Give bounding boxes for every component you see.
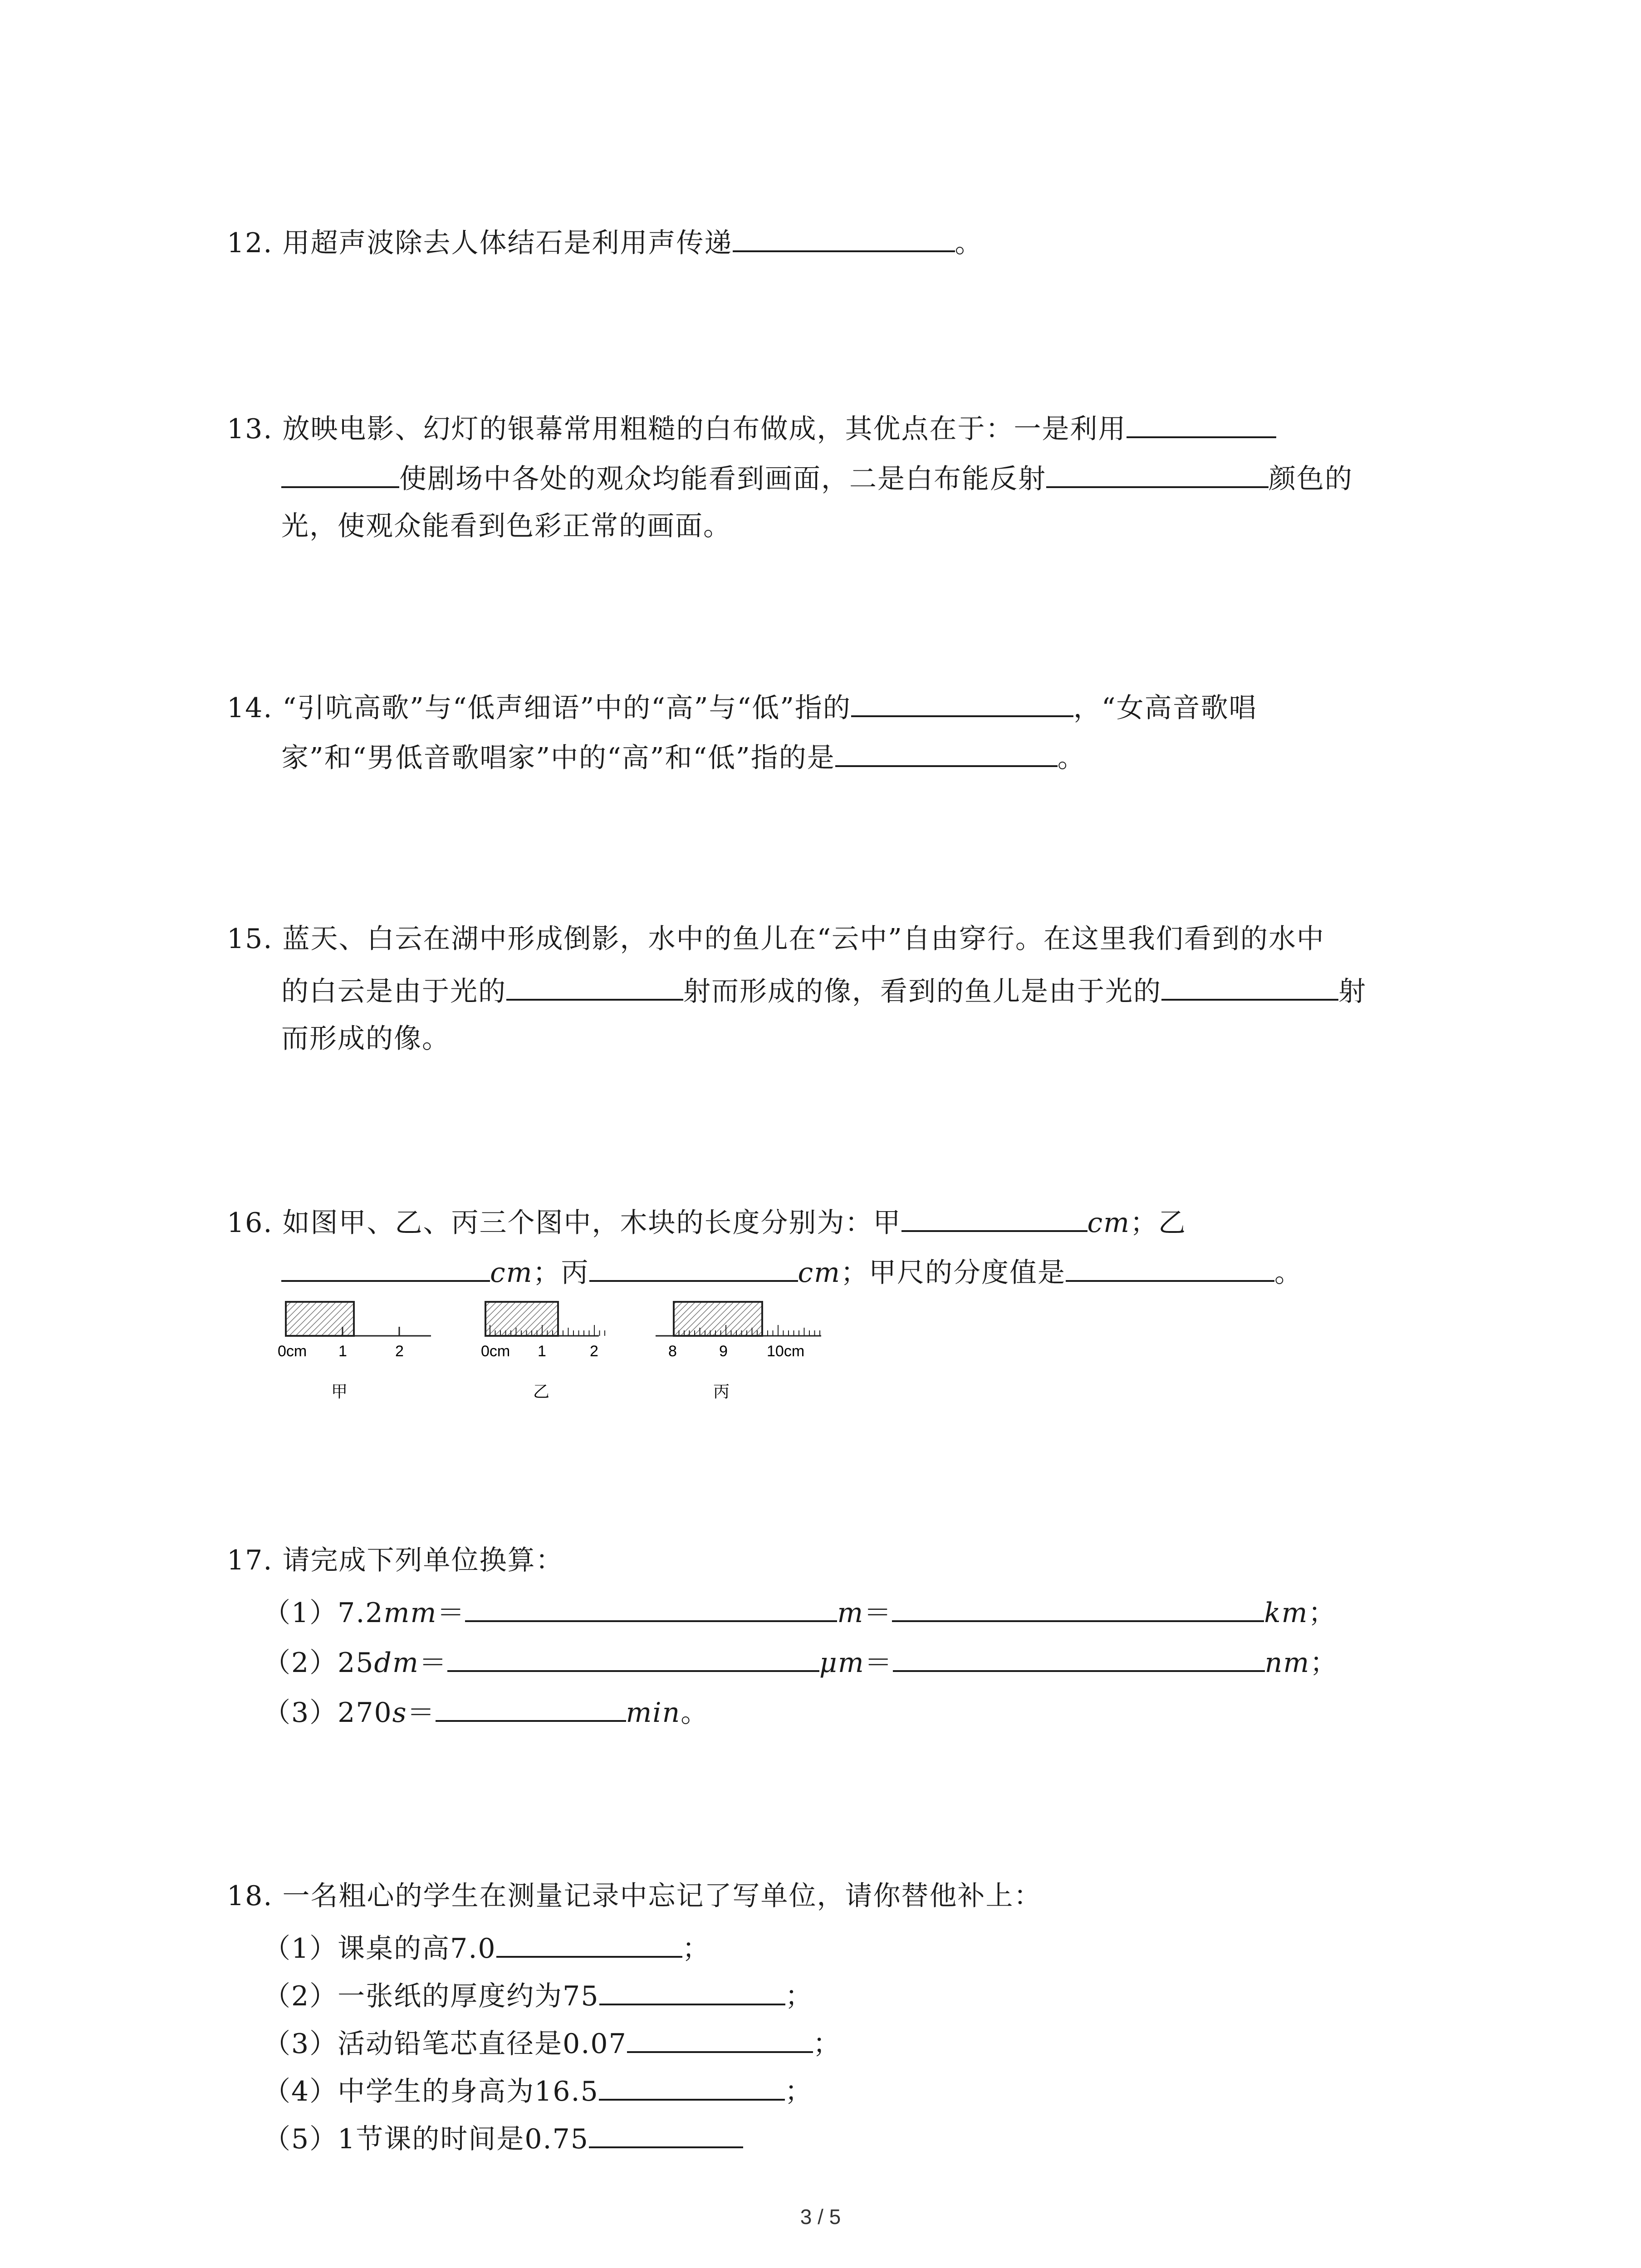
ruler-jia: [278, 1302, 431, 1401]
wood-block: [674, 1302, 762, 1336]
page-number: 3 / 5: [800, 2205, 841, 2229]
tick-label: 9: [719, 1343, 728, 1360]
ruler-bing: [656, 1302, 821, 1401]
question-13-line-3: 光，使观众能看到色彩正常的画面。: [281, 510, 731, 542]
question-18-line-3: （2）一张纸的厚度约为75 ；: [263, 1975, 813, 2014]
wood-block: [286, 1302, 354, 1336]
answer-blank[interactable]: [901, 1202, 1087, 1232]
answer-blank[interactable]: [1127, 408, 1276, 438]
answer-blank[interactable]: [835, 737, 1058, 767]
question-15-line-2: 的白云是由于光的 射而形成的像，看到的鱼儿是由于光的 射: [281, 971, 1367, 1010]
answer-blank[interactable]: [447, 1642, 819, 1672]
tick-label: 0cm: [481, 1343, 510, 1360]
answer-blank[interactable]: [281, 458, 399, 488]
answer-blank[interactable]: [465, 1592, 837, 1622]
ruler-figure: [272, 1288, 862, 1415]
answer-blank[interactable]: [1066, 1252, 1274, 1282]
question-18: 18. 一名粗心的学生在测量记录中忘记了写单位，请你替他补上：: [227, 1880, 1042, 1912]
ruler-yi: [481, 1302, 605, 1401]
answer-blank[interactable]: [599, 2071, 785, 2101]
answer-blank[interactable]: [589, 2118, 743, 2148]
tick-label: 1: [338, 1343, 347, 1360]
question-18-line-6: （5）1节课的时间是0.75: [263, 2118, 743, 2157]
question-18-line-5: （4）中学生的身高为16.5 ；: [263, 2071, 813, 2110]
answer-blank[interactable]: [436, 1692, 626, 1722]
question-16-line-2: cm；丙 cm；甲尺的分度值是 。: [281, 1252, 1303, 1291]
figure-caption: 丙: [713, 1382, 730, 1401]
answer-blank[interactable]: [627, 2023, 813, 2053]
answer-blank[interactable]: [589, 1252, 798, 1282]
answer-blank[interactable]: [496, 1928, 682, 1958]
tick-label: 2: [395, 1343, 404, 1360]
question-17: 17. 请完成下列单位换算：: [227, 1545, 564, 1576]
figure-caption: 乙: [533, 1382, 550, 1401]
tick-label: 0cm: [278, 1343, 307, 1360]
question-17-line-3: （2）25dm＝ μm＝ nm；: [263, 1642, 1338, 1681]
tick-label: 10cm: [767, 1343, 805, 1360]
answer-blank[interactable]: [851, 687, 1073, 717]
question-15: 15. 蓝天、白云在湖中形成倒影，水中的鱼儿在“云中”自由穿行。在这里我们看到的水中: [227, 923, 1325, 955]
question-13-line-2: 使剧场中各处的观众均能看到画面，二是白布能反射 颜色的: [281, 458, 1353, 497]
answer-blank[interactable]: [599, 1975, 785, 2005]
answer-blank[interactable]: [893, 1642, 1265, 1672]
question-17-line-4: （3）270s＝ min。: [263, 1692, 709, 1731]
question-16: 16. 如图甲、乙、丙三个图中，木块的长度分别为：甲 cm；乙: [227, 1202, 1186, 1241]
question-12: 12. 用超声波除去人体结石是利用声传递 。: [227, 222, 983, 261]
tick-label: 2: [590, 1343, 598, 1360]
tick-label: 8: [668, 1343, 677, 1360]
answer-blank[interactable]: [281, 1252, 490, 1282]
question-18-line-4: （3）活动铅笔芯直径是0.07 ；: [263, 2023, 841, 2062]
answer-blank[interactable]: [1161, 971, 1338, 1001]
answer-blank[interactable]: [1046, 458, 1269, 488]
answer-blank[interactable]: [506, 971, 683, 1001]
question-13: 13. 放映电影、幻灯的银幕常用粗糙的白布做成，其优点在于：一是利用: [227, 408, 1276, 447]
answer-blank[interactable]: [733, 222, 955, 252]
question-18-line-2: （1）课桌的高7.0 ；: [263, 1928, 710, 1967]
question-14-line-2: 家”和“男低音歌唱家”中的“高”和“低”指的是 。: [281, 737, 1086, 776]
figure-caption: 甲: [331, 1382, 348, 1401]
answer-blank[interactable]: [892, 1592, 1264, 1622]
question-17-line-2: （1）7.2mm＝ m＝ km；: [263, 1592, 1337, 1631]
question-15-line-3: 而形成的像。: [281, 1023, 450, 1055]
tick-label: 1: [538, 1343, 546, 1360]
question-14: 14. “引吭高歌”与“低声细语”中的“高”与“低”指的 ，“女高音歌唱: [227, 687, 1257, 726]
